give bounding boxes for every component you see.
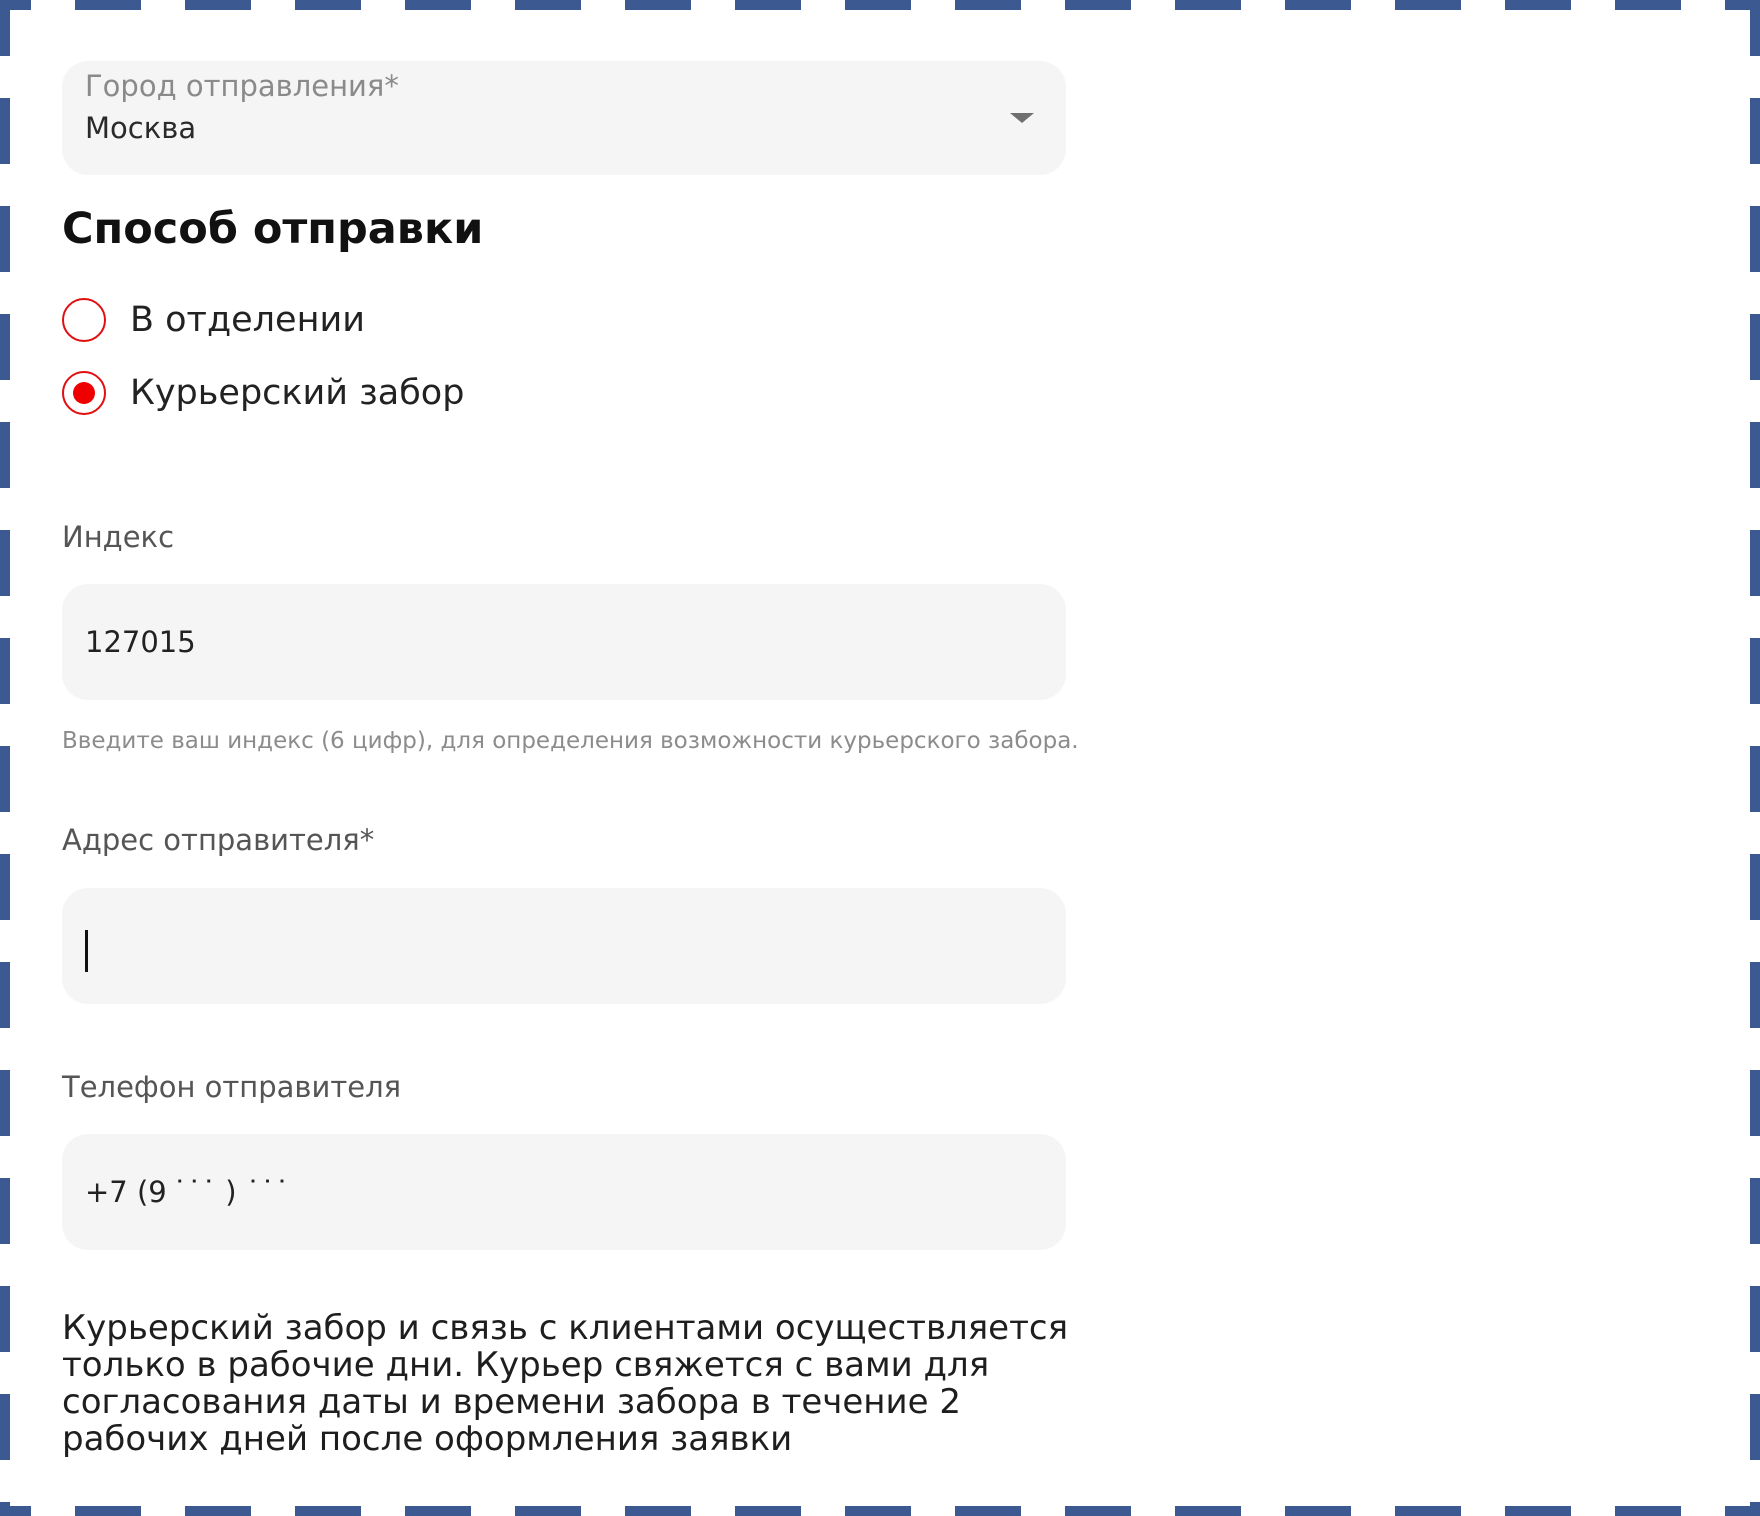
chevron-down-icon[interactable] [1010, 113, 1034, 123]
courier-note: Курьерский забор и связь с клиентами осуществляется только в рабочие дни. Курьер свяжется с вами для согласования даты и времени забора в течение 2 рабочих дней после оформления заявки [62, 1308, 1069, 1459]
city-select-label: Город отправления* [85, 69, 399, 103]
radio-option-courier[interactable] [62, 369, 464, 417]
radio-option-branch[interactable] [62, 296, 365, 344]
frame-top-border [0, 0, 1760, 10]
sender-address-label: Адрес отправителя* [62, 823, 375, 857]
radio-label-courier: Курьерский забор [130, 373, 465, 413]
city-select-value: Москва [85, 111, 197, 145]
postal-code-value: 127015 [85, 625, 196, 659]
radio-button-branch[interactable] [62, 298, 106, 342]
city-select[interactable] [62, 61, 1066, 175]
frame-bottom-border [0, 1506, 1760, 1516]
shipping-method-title: Способ отправки [62, 204, 484, 254]
text-cursor [85, 930, 88, 972]
postal-code-input[interactable] [62, 584, 1066, 700]
frame-left-border [0, 0, 10, 1516]
sender-phone-label: Телефон отправителя [62, 1070, 402, 1104]
postal-code-hint: Введите ваш индекс (6 цифр), для определения возможности курьерского забора. [62, 728, 1079, 754]
radio-label-branch: В отделении [130, 300, 365, 340]
frame-right-border [1750, 0, 1760, 1516]
radio-button-courier[interactable] [62, 371, 106, 415]
sender-phone-value: +7 (9 ˙˙˙ ) ˙˙˙ [85, 1175, 290, 1209]
sender-phone-input[interactable] [62, 1134, 1066, 1250]
sender-address-input[interactable] [62, 888, 1066, 1004]
postal-code-label: Индекс [62, 520, 175, 554]
